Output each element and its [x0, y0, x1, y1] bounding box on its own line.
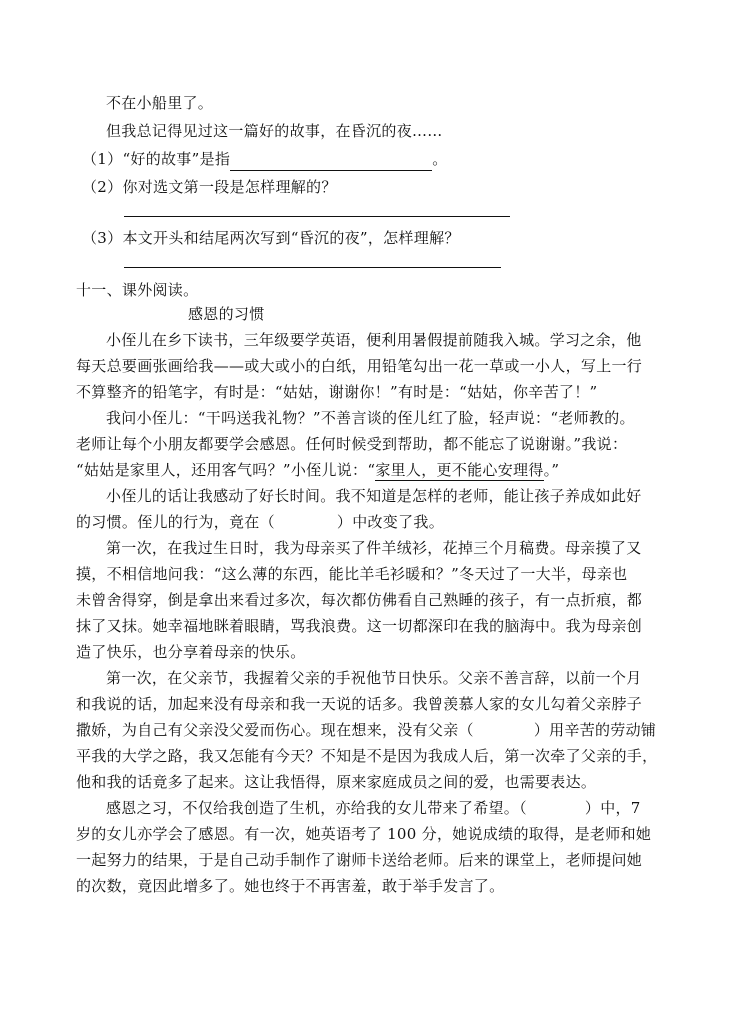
p3-line-2: [76, 512, 444, 532]
p2-line-3: [76, 460, 559, 480]
p5-line-3-start: 撒娇，为自己有父亲没父爱而伤心。现在想来，没有父亲（: [76, 721, 474, 739]
question-3: （3）本文开头和结尾两次写到“昏沉的夜”，怎样理解？: [82, 229, 460, 247]
p3-line-1: 小侄儿的话让我感动了好长时间。我不知道是怎样的老师，能让孩子养成如此好: [106, 487, 642, 505]
p1-line-3: 不算整齐的铅笔字，有时是：“姑姑，谢谢你！”有时是：“姑姑，你辛苦了！”: [76, 383, 598, 401]
question-1: [82, 149, 448, 171]
question-2-answer-line[interactable]: [124, 216, 510, 217]
fill-blank-2[interactable]: [474, 720, 534, 740]
p4-line-4: 抹了又抹。她幸福地眯着眼睛，骂我浪费。这一切都深印在我的脑海中。我为母亲创: [76, 617, 643, 635]
p2-line-3-end: 。”: [543, 461, 560, 479]
question-3-answer-line[interactable]: [124, 267, 501, 268]
p5-line-2: 和我说的话，加起来没有母亲和我一天说的话多。我曾羡慕人家的女儿勾着父亲脖子: [76, 695, 643, 713]
question-1-text: （1）“好的故事”是指: [82, 150, 231, 168]
p3-line-2-start: 的习惯。侄儿的行为，竟在（: [76, 513, 275, 531]
p4-line-1: 第一次，在我过生日时，我为母亲买了件羊绒衫，花掉三个月稿费。母亲摸了又: [106, 539, 642, 557]
fill-blank-3[interactable]: [527, 798, 585, 818]
p5-line-5: 他和我的话竟多了起来。这让我悟得，原来家庭成员之间的爱，也需要表达。: [76, 773, 597, 791]
passage-end-line-1: 不在小船里了。: [106, 94, 214, 112]
p1-line-2: 每天总要画张画给我——或大或小的白纸，用铅笔勾出一花一草或一小人，写上一行: [76, 357, 643, 375]
section-heading: 十一、课外阅读。: [76, 281, 199, 299]
p5-line-3: [76, 720, 656, 740]
p6-line-2: 岁的女儿亦学会了感恩。有一次，她英语考了 100 分，她说成绩的取得，是老师和她: [76, 825, 652, 843]
passage-end-line-2: 但我总记得见过这一篇好的故事，在昏沉的夜……: [106, 122, 443, 140]
p4-line-3: 未曾舍得穿，倒是拿出来看过多次，每次都仿佛看自己熟睡的孩子，有一点折痕，都: [76, 591, 643, 609]
question-1-answer-blank[interactable]: [230, 149, 432, 171]
p3-line-2-end: ）中改变了我。: [336, 513, 445, 531]
p6-line-1-start: 感恩之习，不仅给我创造了生机，亦给我的女儿带来了希望。（: [106, 799, 527, 817]
p4-line-2: 摸，不相信地问我：“这么薄的东西，能比羊毛衫暖和？”冬天过了一大半，母亲也: [76, 565, 628, 583]
p6-line-4: 的次数，竟因此增多了。她也终于不再害羞，敢于举手发言了。: [76, 877, 505, 895]
question-1-suffix: 。: [432, 150, 448, 168]
p6-line-3: 一起努力的结果，于是自己动手制作了谢师卡送给老师。后来的课堂上，老师提问她: [76, 851, 643, 869]
underlined-quote: 家里人，更不能心安理得: [375, 461, 544, 479]
p2-line-2: 老师让每个小朋友都要学会感恩。任何时候受到帮助，都不能忘了说谢谢。”我说：: [76, 435, 628, 453]
p5-line-4: 平我的大学之路，我又怎能有今天？不知是不是因为我成人后，第一次牵了父亲的手，: [76, 747, 658, 765]
p1-line-1: 小侄儿在乡下读书，三年级要学英语，便利用暑假提前随我入城。学习之余，他: [106, 331, 642, 349]
p5-line-1: 第一次，在父亲节，我握着父亲的手祝他节日快乐。父亲不善言辞，以前一个月: [106, 669, 642, 687]
p2-line-1: 我问小侄儿：“干吗送我礼物？”不善言谈的侄儿红了脸，轻声说：“老师教的。: [106, 409, 635, 427]
article-title: 感恩的习惯: [188, 305, 265, 323]
fill-blank-1[interactable]: [275, 512, 337, 532]
question-2: （2）你对选文第一段是怎样理解的？: [82, 178, 337, 196]
p6-line-1-end: ）中，7: [584, 799, 641, 817]
p6-line-1: [106, 798, 641, 818]
p5-line-3-end: ）用辛苦的劳动铺: [533, 721, 657, 739]
p2-line-3-start: “姑姑是家里人，还用客气吗？”小侄儿说：“: [76, 461, 376, 479]
p4-line-5: 造了快乐，也分享着母亲的快乐。: [76, 643, 306, 661]
